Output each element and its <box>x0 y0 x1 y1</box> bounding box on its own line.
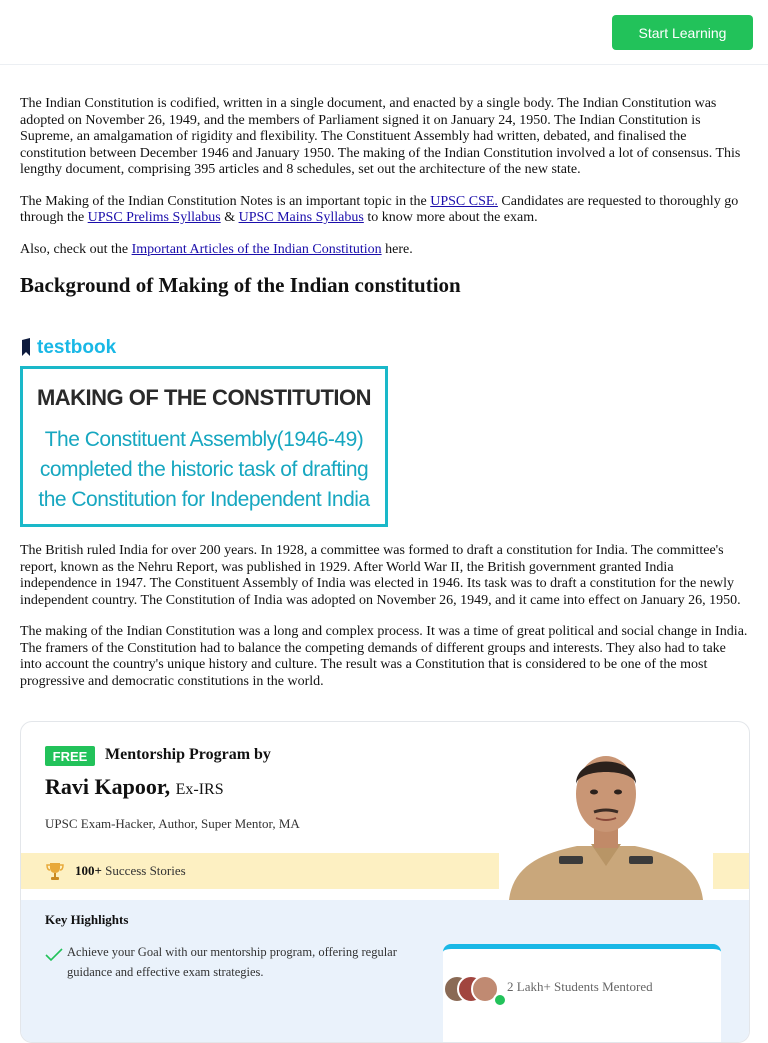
notes-text-2: Candidates are requested to thoroughly go through the <box>20 193 739 225</box>
mentor-portrait-image <box>499 732 713 900</box>
history-paragraph: The British ruled India for over 200 years. In 1928, a committee was formed to draft a constitution for India. The committee's report, known as the Nehru Report, was published in 1929. After World War II, the British government granted India independence in 1947. The Constituent Assembly of India was elected in 1946. Its task was to draft a constitution for the newly independent country. The Constitution of India was adopted on November 26, 1949, and it came into effect on January 26, 1950. <box>20 543 741 608</box>
article-body <box>20 96 748 298</box>
student-avatars <box>443 975 507 1003</box>
online-indicator-icon <box>493 993 507 1007</box>
key-highlights-title: Key Highlights <box>45 912 129 927</box>
process-paragraph: The making of the Indian Constitution was a long and complex process. It was a time of great political and social change in India. The framers of the Constitution had to balance the competing demands of different groups and interests. They also had to take into account the country's unique history and culture. The result was a Constitution that is considered to be one of the most progressive and democratic constitutions in the world. <box>20 624 748 689</box>
notes-text-1: The Making of the Indian Constitution Notes is an important topic in the <box>20 193 431 209</box>
section-heading: Background of Making of the Indian constitution <box>20 273 461 297</box>
notes-text-3: & <box>220 210 239 225</box>
also-text-2: here. <box>381 241 413 257</box>
banner-line-1: The Constituent Assembly(1946-49) <box>44 428 364 451</box>
notes-text-4: to know more about the exam. <box>363 210 538 225</box>
upsc-cse-link[interactable]: UPSC CSE. <box>430 193 498 209</box>
success-count: 100+ <box>75 863 102 878</box>
testbook-logo <box>20 336 116 360</box>
banner-line-2: completed the historic task of drafting <box>39 458 369 481</box>
top-bar <box>0 0 768 65</box>
students-mentored: 2 Lakh+ Students Mentored <box>507 979 653 994</box>
mentorship-title: Mentorship Program by <box>105 746 271 763</box>
students-stat-card <box>443 944 721 1043</box>
success-stories <box>75 863 186 879</box>
mentor-name-text: Ravi Kapoor, <box>45 774 171 799</box>
mentor-role: Ex-IRS <box>175 781 224 798</box>
intro-paragraph: The Indian Constitution is codified, written in a single document, and enacted by a single body. The Indian Constitution was adopted on November 26, 1949, and the members of Parliament signed it on January 24, 1950. The Indian Constitution is Supreme, an amalgamation of rigidity and flexibility. The Constituent Assembly had written, debated, and finalised the constitution between December 1946 and January 1950. The making of the Indian Constitution involved a lot of consensus. This lengthy document, comprising 395 articles and 8 schedules, set out the architecture of the new state. <box>20 96 741 177</box>
important-articles-link[interactable]: Important Articles of the Indian Constitution <box>131 241 382 257</box>
banner-title: MAKING OF THE CONSTITUTION <box>36 385 372 410</box>
also-text-1: Also, check out the <box>20 241 132 257</box>
success-label: Success Stories <box>105 863 186 878</box>
constitution-banner-image <box>20 366 388 527</box>
highlight-item: Achieve your Goal with our mentorship program, offering regular guidance and effective exam strategies. <box>67 945 397 979</box>
check-icon <box>45 948 63 962</box>
free-badge: FREE <box>45 746 95 766</box>
banner-line-3: the Constitution for Independent India <box>38 488 370 511</box>
mentor-name <box>45 774 224 800</box>
notes-paragraph <box>20 194 748 227</box>
testbook-logo-text: testbook <box>37 337 117 358</box>
trophy-icon <box>45 861 65 881</box>
also-check-paragraph <box>20 242 748 259</box>
article-body-continued <box>20 543 748 705</box>
mentorship-card[interactable] <box>20 721 750 1043</box>
mentor-description: UPSC Exam-Hacker, Author, Super Mentor, MA <box>45 816 300 831</box>
testbook-logo-icon <box>20 338 34 358</box>
banner-body <box>23 425 385 515</box>
mains-syllabus-link[interactable]: UPSC Mains Syllabus <box>238 210 364 225</box>
prelims-syllabus-link[interactable]: UPSC Prelims Syllabus <box>87 210 221 225</box>
start-learning-button[interactable]: Start Learning <box>612 15 753 50</box>
